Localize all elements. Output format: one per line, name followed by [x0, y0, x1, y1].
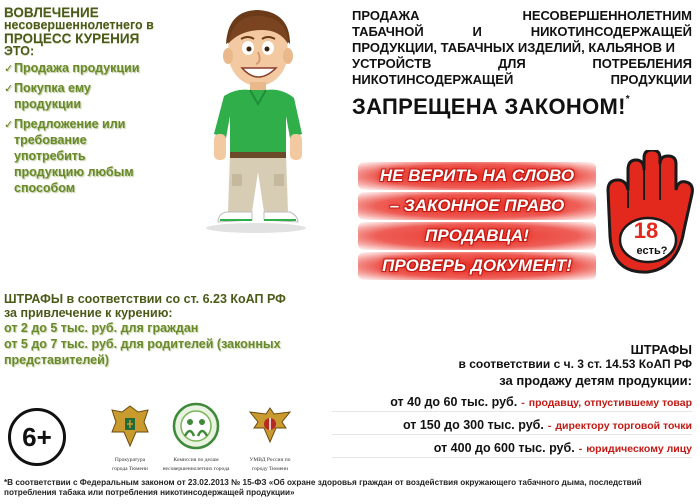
- check-icon: ✓: [4, 119, 14, 131]
- ban-line-4: УСТРОЙСТВ ДЛЯ ПОТРЕБЛЕНИЯ: [352, 56, 692, 71]
- fine-row-citizens: от 2 до 5 тыс. руб. для граждан: [4, 321, 199, 335]
- fines-sale: [332, 342, 692, 464]
- check-icon: ✓: [4, 63, 14, 75]
- police-eagle-emblem-icon: [246, 402, 294, 450]
- ban-line-2: ТАБАЧНОЙ И НИКОТИНСОДЕРЖАЩЕЙ: [352, 24, 692, 39]
- ban-statement: ЗАПРЕЩЕНА ЗАКОНОМ!*: [352, 94, 630, 119]
- involvement-list: [4, 60, 164, 196]
- fines-left-subheading: за привлечение к курению:: [4, 306, 173, 320]
- involvement-title-2: несовершеннолетнего в: [4, 18, 154, 32]
- fines-right-title: ШТРАФЫ: [630, 342, 692, 357]
- involvement-title: ВОВЛЕЧЕНИЕ: [4, 5, 99, 20]
- age-rating-badge: 6+: [8, 408, 66, 466]
- list-item: ✓ Предложение или требование употребить продукцию любым способом: [4, 117, 134, 195]
- fines-left-heading: ШТРАФЫ в соответствии со ст. 6.23 КоАП РФ: [4, 292, 286, 306]
- involvement-title-4: ЭТО:: [4, 44, 35, 58]
- check-icon: ✓: [4, 83, 14, 95]
- commission-emblem: Комиссия по делам несовершеннолетних города: [158, 402, 234, 473]
- check-document-slogan: [352, 160, 602, 282]
- stop-hand-icon: [598, 150, 694, 280]
- ban-line-5: НИКОТИНСОДЕРЖАЩЕЙ ПРОДУКЦИИ: [352, 72, 692, 87]
- fines-right-subject: за продажу детям продукции:: [499, 373, 692, 388]
- cartoon-boy-illustration: [186, 4, 326, 234]
- list-item: ✓ Покупка ему продукции: [4, 81, 91, 111]
- law-footnote: *В соответствии с Федеральным законом от 23.02.2013 № 15-ФЗ «Об охране здоровья граждан от воздействия окружающего табачного дыма, последствий потребления табака или потребления никотинсодержащей продукции»: [4, 478, 642, 497]
- ban-line-3: ПРОДУКЦИИ, ТАБАЧНЫХ ИЗДЕЛИЙ, КАЛЬЯНОВ И: [352, 40, 676, 55]
- age-question-label: есть?: [636, 245, 668, 257]
- fines-right-article: в соответствии с ч. 3 ст. 14.53 КоАП РФ: [458, 357, 692, 371]
- fine-row-parents: от 5 до 7 тыс. руб. для родителей (законных: [4, 337, 281, 351]
- fine-row-legal-entity: от 400 до 600 тыс. руб. - юридическому лицу: [332, 441, 692, 458]
- eagle-emblem-icon: [108, 402, 152, 450]
- fine-row-director: от 150 до 300 тыс. руб. - директору торговой точки: [332, 418, 692, 435]
- sale-ban-heading: [352, 8, 692, 120]
- slogan-line-1: НЕ ВЕРИТЬ НА СЛОВО: [358, 162, 596, 190]
- slogan-line-2: – ЗАКОННОЕ ПРАВО: [358, 192, 596, 220]
- children-circle-emblem-icon: [172, 402, 220, 450]
- fine-row-parents-cont: представителей): [4, 353, 109, 367]
- fine-row-seller: от 40 до 60 тыс. руб. - продавцу, отпустившему товар: [332, 395, 692, 412]
- slogan-line-3: ПРОДАВЦА!: [358, 222, 596, 250]
- fines-involvement: [4, 292, 334, 368]
- prosecutor-emblem: Прокуратура города Тюмени: [92, 402, 168, 473]
- list-item: ✓ Продажа продукции: [4, 61, 140, 75]
- police-emblem: УМВД России по городу Тюмени: [232, 402, 308, 473]
- involvement-block: [4, 6, 164, 200]
- slogan-line-4: ПРОВЕРЬ ДОКУМЕНТ!: [358, 252, 596, 280]
- involvement-title-3: ПРОЦЕСС КУРЕНИЯ: [4, 31, 140, 46]
- age-18-label: 18: [633, 218, 659, 243]
- ban-line-1: ПРОДАЖА НЕСОВЕРШЕННОЛЕТНИМ: [352, 8, 692, 23]
